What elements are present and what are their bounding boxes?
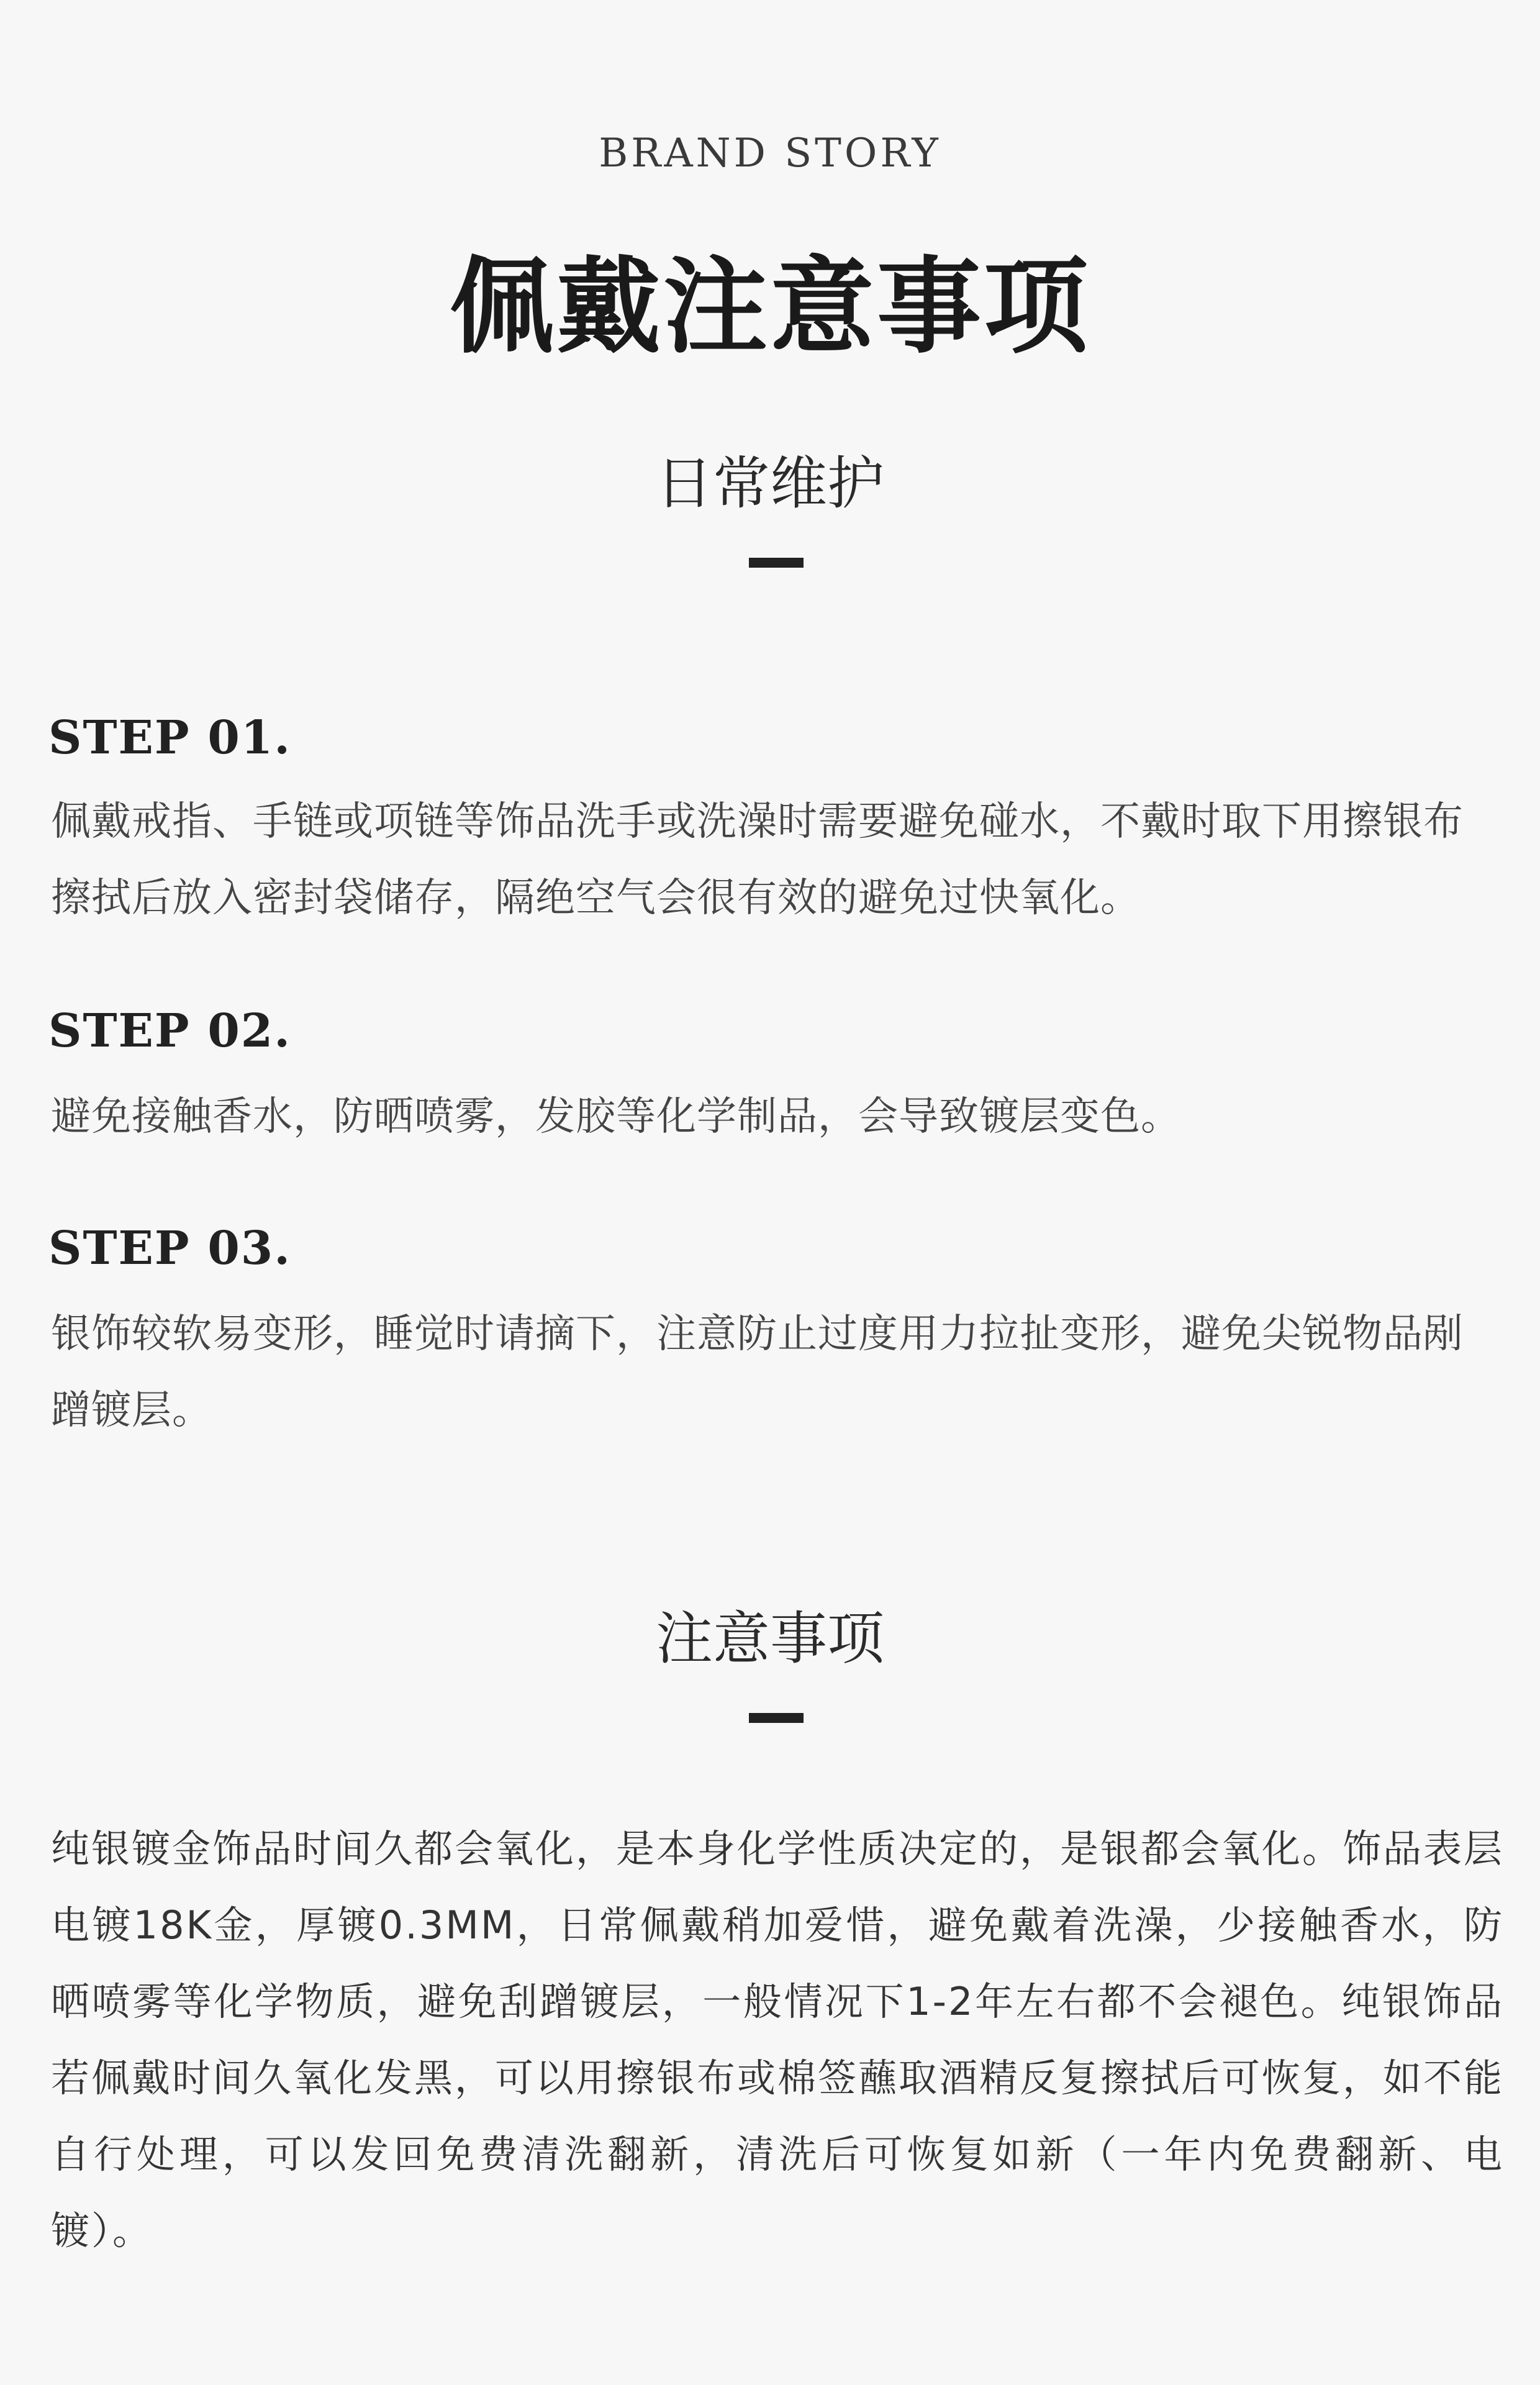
- step-02-label: STEP 02.: [48, 1004, 292, 1058]
- page-title: 佩戴注意事项: [450, 245, 1090, 368]
- daily-care-heading: 日常维护: [655, 450, 884, 517]
- step-03-label: STEP 03.: [48, 1222, 292, 1275]
- step-03-text: 银饰较软易变形，睡觉时请摘下，注意防止过度用力拉扯变形，避免尖锐物品剐蹭镀层。: [51, 1311, 1464, 1433]
- step-02-text: 避免接触香水，防晒喷雾，发胶等化学制品，会导致镀层变色。: [51, 1094, 1181, 1140]
- step-01-label: STEP 01.: [48, 711, 292, 765]
- brand-story-label: BRAND STORY: [599, 130, 941, 176]
- notice-heading: 注意事项: [655, 1606, 884, 1672]
- notice-body-text: 纯银镀金饰品时间久都会氧化，是本身化学性质决定的，是银都会氧化。饰品表层电镀18K金，厚镀0.3MM，日常佩戴稍加爱惜，避免戴着洗澡，少接触香水，防晒喷雾等化学物质，避免刮蹭镀层，一般情况下1-2年左右都不会褪色。纯银饰品若佩戴时间久氧化发黑，可以用擦银布或棉签蘸取酒精反复擦拭后可恢复，如不能自行处理，可以发回免费清洗翻新，清洗后可恢复如新（一年内免费翻新、电镀）。: [51, 1826, 1505, 2253]
- step-01-text: 佩戴戒指、手链或项链等饰品洗手或洗澡时需要避免碰水，不戴时取下用擦银布擦拭后放入密封袋储存，隔绝空气会很有效的避免过快氧化。: [51, 799, 1464, 921]
- notice-divider: [749, 1713, 804, 1723]
- daily-care-divider: [749, 558, 804, 568]
